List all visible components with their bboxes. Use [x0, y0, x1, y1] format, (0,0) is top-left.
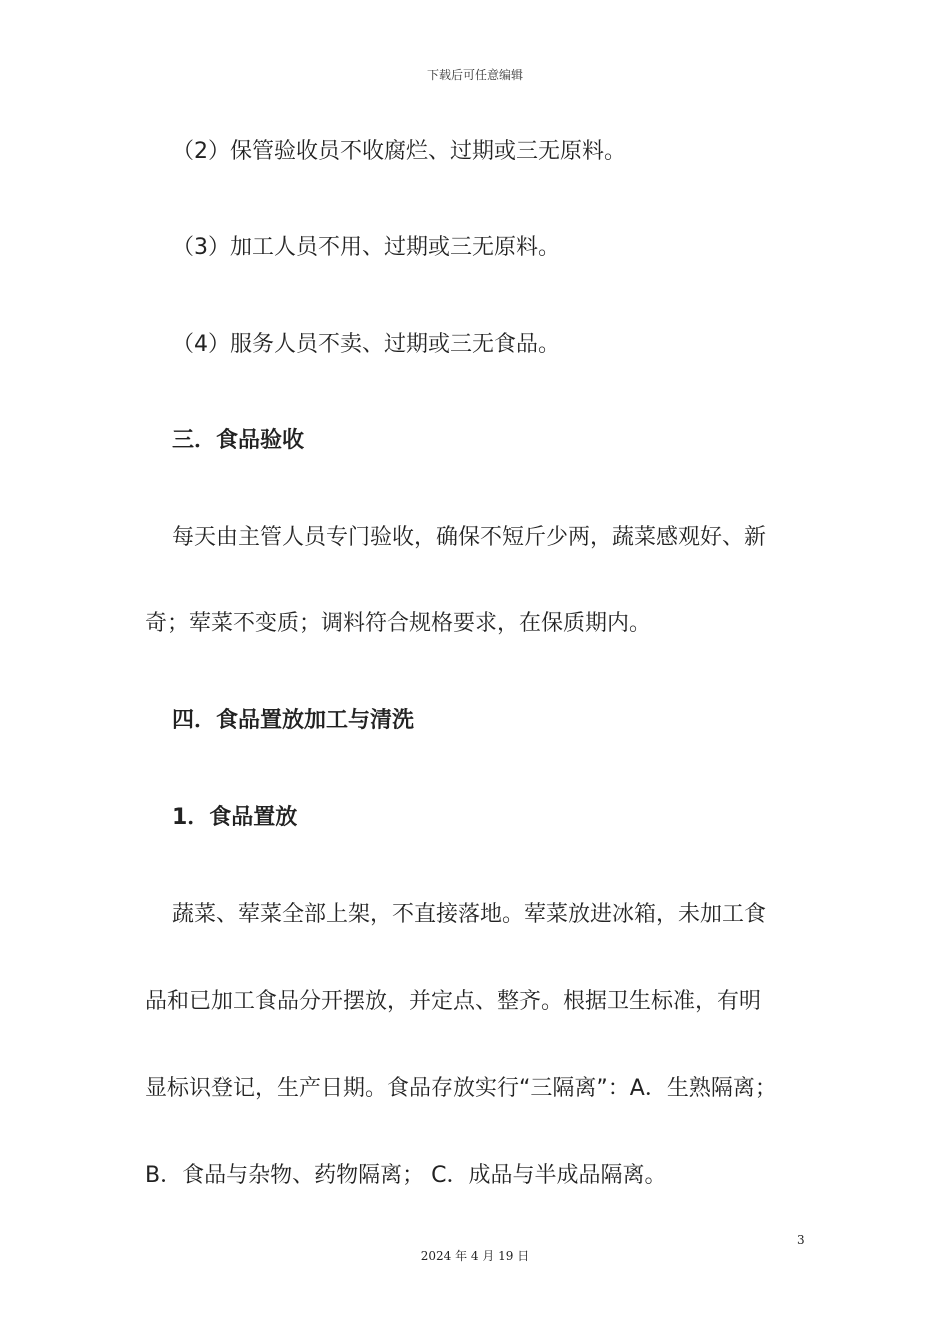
footer-date: 2024 年 4 月 19 日	[420, 1249, 530, 1263]
section-heading-4: 四．食品置放加工与清洗	[172, 708, 415, 733]
paragraph-line: 蔬菜、荤菜全部上架，不直接落地。荤菜放进冰箱，未加工食	[172, 902, 767, 927]
paragraph-line: B．食品与杂物、药物隔离； C．成品与半成品隔离。	[145, 1163, 667, 1188]
paragraph-line: （2）保管验收员不收腐烂、过期或三无原料。	[172, 139, 626, 164]
paragraph-line: 显标识登记，生产日期。食品存放实行“三隔离”：A．生熟隔离；	[145, 1076, 777, 1101]
paragraph-line: 每天由主管人员专门验收，确保不短斤少两，蔬菜感观好、新	[172, 525, 767, 550]
section-heading-3: 三．食品验收	[172, 428, 305, 453]
page-header: 下载后可任意编辑	[426, 68, 523, 82]
page-number: 3	[797, 1233, 805, 1247]
paragraph-line: （4）服务人员不卖、过期或三无食品。	[172, 332, 560, 357]
paragraph-line: 品和已加工食品分开摆放，并定点、整齐。根据卫生标准，有明	[145, 989, 762, 1014]
paragraph-line: 奇；荤菜不变质；调料符合规格要求，在保质期内。	[145, 611, 652, 636]
subsection-heading-1: 1．食品置放	[172, 805, 298, 830]
paragraph-line: （3）加工人员不用、过期或三无原料。	[172, 235, 560, 260]
